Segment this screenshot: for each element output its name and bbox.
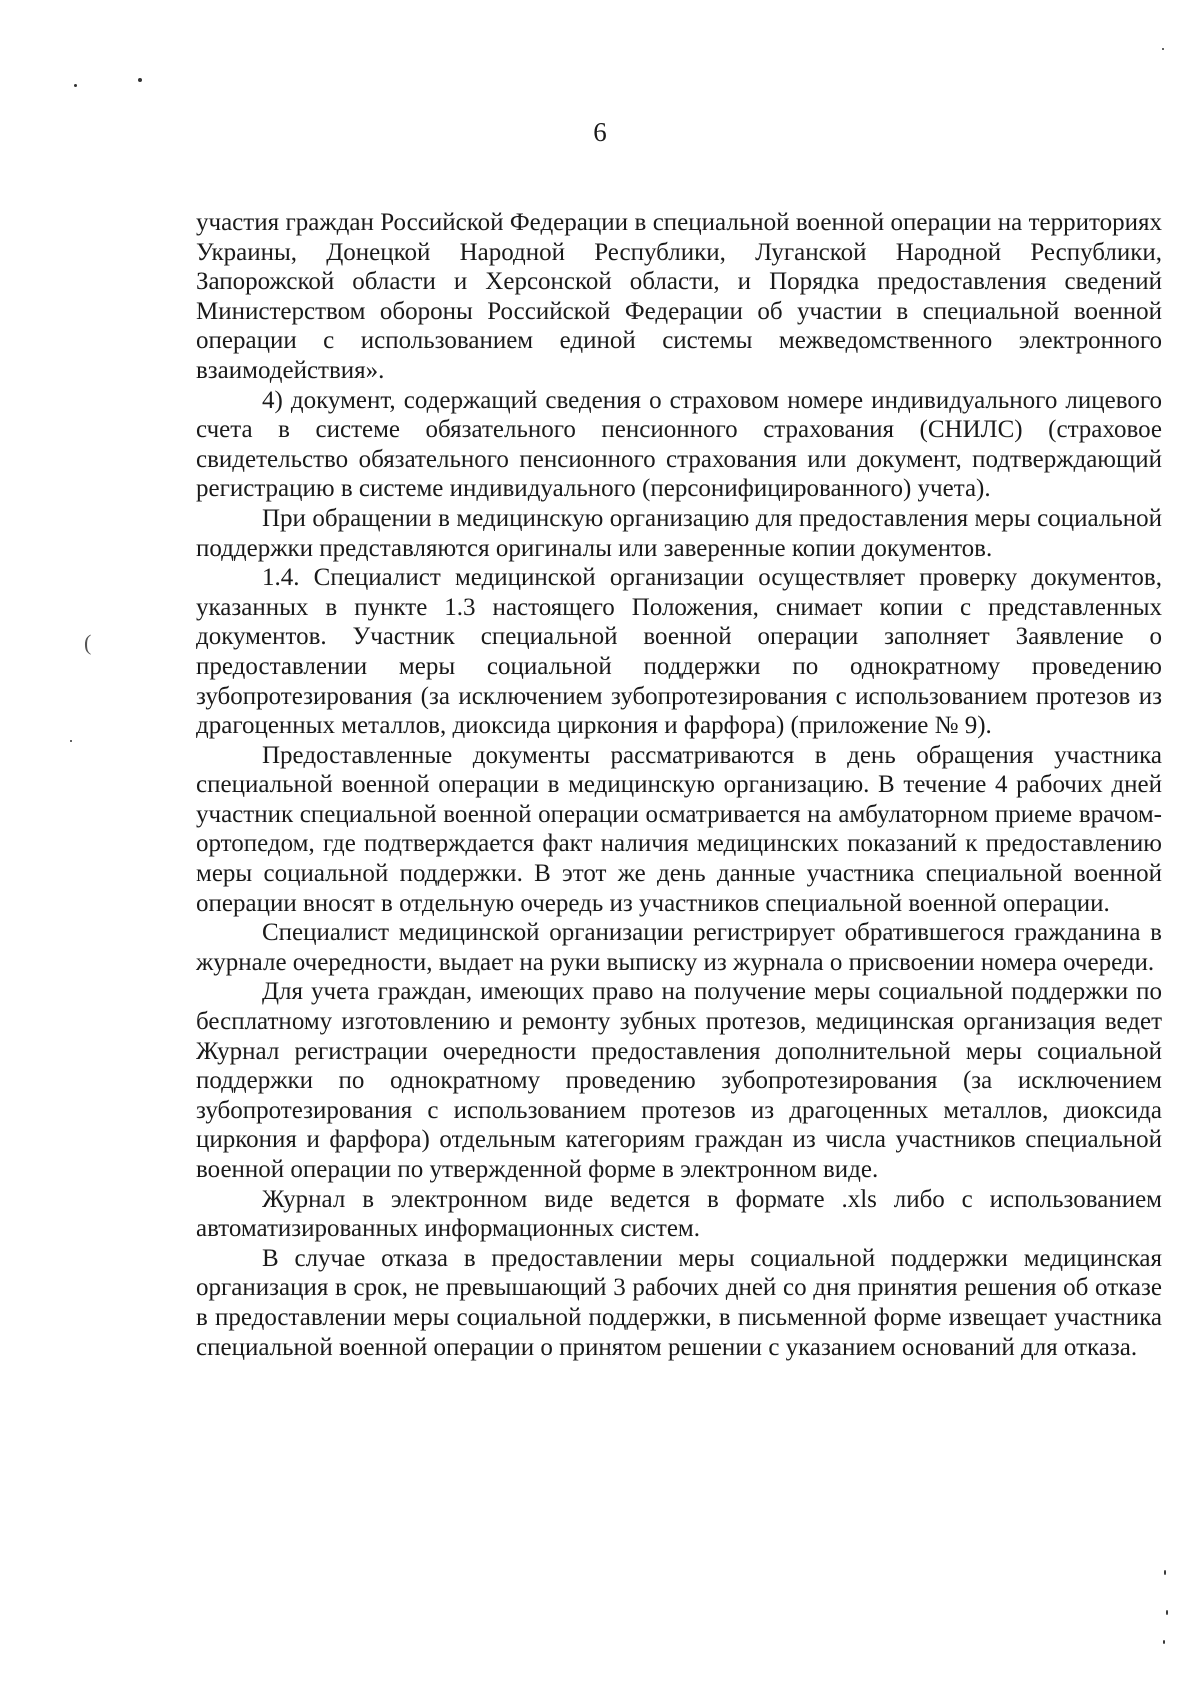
paragraph: 4) документ, содержащий сведения о страховом номере индивидуального лицевого счета в системе обязательного пенсионного страхования (СНИЛС) (страховое свидетельство обязательного пенсионного страхования или документ, подтверждающий регистрацию в системе индивидуального (персонифицированного) учета). [196, 386, 1162, 503]
scan-bracket-mark: ( [84, 630, 92, 655]
scan-speck [1166, 1610, 1168, 1615]
scan-speck [74, 84, 77, 87]
paragraph: участия граждан Российской Федерации в специальной военной операции на территориях Украины, Донецкой Народной Республики, Луганской Народной Республики, Запорожской области и Херсонской области, и Порядка предоставления сведений Министерством обороны Российской Федерации об участии в специальной военной операции с использованием единой системы межведомственного электронного взаимодействия». [196, 209, 1162, 384]
scan-speck [138, 78, 142, 82]
paragraph: В случае отказа в предоставлении меры социальной поддержки медицинская организация в срок, не превышающий 3 рабочих дней со дня принятия решения об отказе в предоставлении меры социальной поддержки, в письменной форме извещает участника специальной военной операции о принятом решении с указанием оснований для отказа. [196, 1244, 1162, 1361]
paragraph: При обращении в медицинскую организацию для предоставления меры социальной поддержки представляются оригиналы или заверенные копии документов. [196, 504, 1162, 562]
page-number: 6 [593, 117, 607, 147]
paragraph: Журнал в электронном виде ведется в формате .xls либо с использованием автоматизированных информационных систем. [196, 1185, 1162, 1243]
paragraph: Специалист медицинской организации регистрирует обратившегося гражданина в журнале очередности, выдает на руки выписку из журнала о присвоении номера очереди. [196, 919, 1162, 976]
scan-speck [1162, 48, 1164, 50]
scan-speck [1164, 1570, 1166, 1575]
document-body [196, 208, 1162, 1362]
scan-speck [1163, 1640, 1165, 1644]
paragraph: Для учета граждан, имеющих право на получение меры социальной поддержки по бесплатному изготовлению и ремонту зубных протезов, медицинская организация ведет Журнал регистрации очередности предоставления дополнительной меры социальной поддержки по однократному проведению зубопротезирования (за исключением зубопротезирования с использованием протезов из драгоценных металлов, диоксида циркония и фарфора) отдельным категориям граждан из числа участников специальной военной операции по утвержденной форме в электронном виде. [196, 978, 1162, 1183]
scan-speck [70, 740, 72, 742]
paragraph: Предоставленные документы рассматриваются в день обращения участника специальной военной операции в медицинскую организацию. В течение 4 рабочих дней участник специальной военной операции осматривается на амбулаторном приеме врачом-ортопедом, где подтверждается факт наличия медицинских показаний к предоставлению меры социальной поддержки. В этот же день данные участника специальной военной операции вносят в отдельную очередь из участников специальной военной операции. [196, 741, 1162, 917]
paragraph: 1.4. Специалист медицинской организации осуществляет проверку документов, указанных в пункте 1.3 настоящего Положения, снимает копии с представленных документов. Участник специальной военной операции заполняет Заявление о предоставлении меры социальной поддержки по однократному проведению зубопротезирования (за исключением зубопротезирования с использованием протезов из драгоценных металлов, диоксида циркония и фарфора) (приложение № 9). [196, 564, 1162, 740]
